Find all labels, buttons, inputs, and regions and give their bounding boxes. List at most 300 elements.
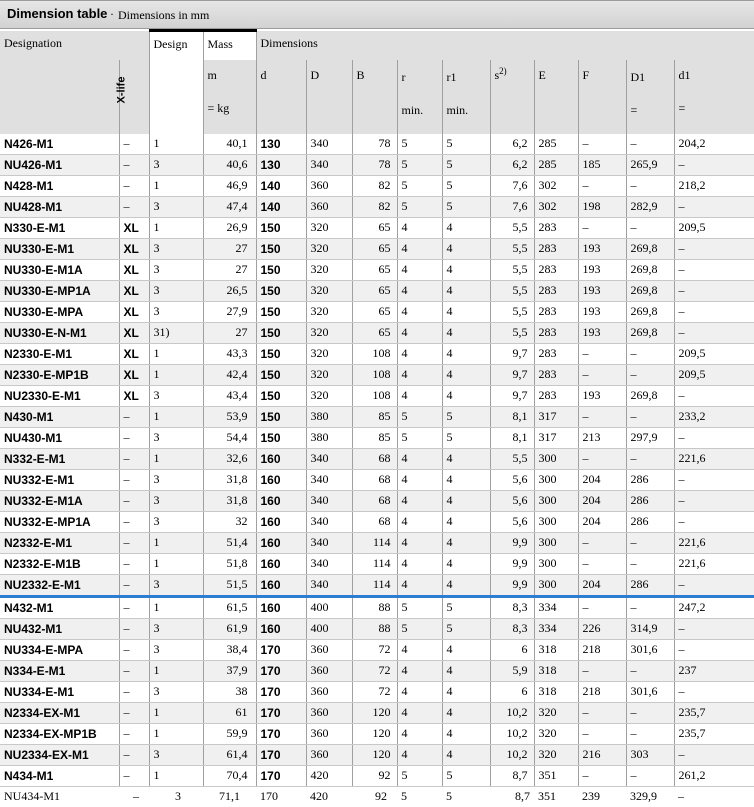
cell-s: 9,7: [490, 343, 534, 364]
table-row: [0, 134, 754, 155]
cell-F: –: [578, 364, 626, 385]
cell-D: 320: [306, 280, 352, 301]
cell-D: 320: [306, 301, 352, 322]
cell-D: 340: [306, 490, 352, 511]
cell-F: –: [578, 532, 626, 553]
cell-xlife: –: [119, 175, 149, 196]
cell-E: 351: [534, 765, 578, 786]
cell-E: 300: [534, 469, 578, 490]
cell-B: 65: [352, 280, 397, 301]
cell-designation: NU432-M1: [0, 618, 119, 639]
cell-D1: –: [626, 596, 674, 618]
cell-designation: NU332-E-MP1A: [0, 511, 119, 532]
cell-F: 216: [578, 744, 626, 765]
cell-D1: –: [626, 343, 674, 364]
cell-d1: 261,2: [674, 765, 754, 786]
dimension-table: [0, 29, 754, 807]
cell-F: 204: [578, 490, 626, 511]
cell-designation: N2334-EX-MP1B: [0, 723, 119, 744]
cell-F: 218: [578, 639, 626, 660]
cell-d: 170: [260, 789, 278, 803]
cell-d1: –: [674, 511, 754, 532]
cell-r1: 4: [442, 217, 490, 238]
table-row: [0, 238, 754, 259]
cell-designation: NU332-E-M1: [0, 469, 119, 490]
cell-design: 3: [149, 469, 203, 490]
table-row: [0, 196, 754, 217]
cell-design: 3: [175, 789, 181, 803]
cell-r: 4: [397, 217, 442, 238]
cell-r1: 5: [442, 406, 490, 427]
header-m: m = kg: [203, 60, 256, 134]
cell-s: 5,5: [490, 301, 534, 322]
cell-xlife: –: [119, 596, 149, 618]
cell-d1: –: [674, 280, 754, 301]
cell-designation: NU2334-EX-M1: [0, 744, 119, 765]
cell-r: 5: [397, 406, 442, 427]
cell-D: 320: [306, 322, 352, 343]
cell-F: –: [578, 343, 626, 364]
cell-designation: NU434-M1: [4, 789, 60, 803]
cell-designation: NU330-E-N-M1: [0, 322, 119, 343]
cell-s: 5,5: [490, 238, 534, 259]
cell-D: 320: [306, 217, 352, 238]
cell-F: 226: [578, 618, 626, 639]
cell-F: 218: [578, 681, 626, 702]
cell-r: 4: [397, 280, 442, 301]
cell-F: 193: [578, 322, 626, 343]
cell-F: –: [578, 175, 626, 196]
cell-B: 82: [352, 196, 397, 217]
cell-mass: 27: [203, 238, 256, 259]
cell-s: 5,5: [490, 217, 534, 238]
cell-xlife: –: [119, 134, 149, 155]
cell-d: 150: [256, 385, 306, 406]
cell-D1: 329,9: [630, 789, 657, 803]
cell-E: 300: [534, 448, 578, 469]
table-row: [0, 532, 754, 553]
cell-s: 5,6: [490, 511, 534, 532]
header-r1: r1 min.: [442, 60, 490, 134]
cell-D1: 269,8: [626, 322, 674, 343]
cell-D1: 286: [626, 469, 674, 490]
cell-designation: N2332-E-M1: [0, 532, 119, 553]
cell-s: 10,2: [490, 744, 534, 765]
cell-d: 170: [256, 660, 306, 681]
cell-mass: 27: [203, 322, 256, 343]
cell-mass: 47,4: [203, 196, 256, 217]
cell-B: 65: [352, 259, 397, 280]
header-F: F: [578, 60, 626, 134]
cell-B: 68: [352, 490, 397, 511]
cell-designation: NU2330-E-M1: [0, 385, 119, 406]
cell-D1: –: [626, 448, 674, 469]
cell-E: 300: [534, 553, 578, 574]
cell-d1: 221,6: [674, 532, 754, 553]
header-D1: D1 =: [626, 60, 674, 134]
cell-D1: 282,9: [626, 196, 674, 217]
cell-d: 170: [256, 744, 306, 765]
cell-mass: 26,5: [203, 280, 256, 301]
cell-mass: 32: [203, 511, 256, 532]
cell-xlife: XL: [119, 280, 149, 301]
cell-F: 204: [578, 469, 626, 490]
cell-r1: 4: [442, 639, 490, 660]
cell-d: 130: [256, 134, 306, 155]
header-d: d: [256, 60, 306, 134]
cell-B: 65: [352, 238, 397, 259]
cell-B: 120: [352, 702, 397, 723]
cell-E: 300: [534, 490, 578, 511]
cell-designation: NU330-E-MPA: [0, 301, 119, 322]
cell-mass: 26,9: [203, 217, 256, 238]
cell-r1: 4: [442, 511, 490, 532]
cell-mass: 53,9: [203, 406, 256, 427]
cell-design: 31): [149, 322, 203, 343]
cell-D: 320: [306, 238, 352, 259]
cell-designation: NU2332-E-M1: [0, 574, 119, 596]
cell-r1: 5: [442, 134, 490, 155]
table-row: [0, 364, 754, 385]
cell-B: 108: [352, 343, 397, 364]
cell-designation: N2334-EX-M1: [0, 702, 119, 723]
cell-d: 150: [256, 406, 306, 427]
header-design: Design: [149, 31, 203, 60]
cell-designation: NU334-E-M1: [0, 681, 119, 702]
cell-r: 4: [397, 301, 442, 322]
cell-r1: 4: [442, 702, 490, 723]
cell-mass: 31,8: [203, 469, 256, 490]
cell-E: 351: [538, 789, 556, 803]
cell-B: 85: [352, 406, 397, 427]
cell-F: 185: [578, 154, 626, 175]
cell-s: 9,9: [490, 553, 534, 574]
cell-D: 360: [306, 175, 352, 196]
cell-D1: –: [626, 134, 674, 155]
cell-design: 1: [149, 175, 203, 196]
cell-F: 213: [578, 427, 626, 448]
cell-s: 6: [490, 639, 534, 660]
cell-d1: –: [674, 469, 754, 490]
cell-r: 5: [397, 596, 442, 618]
cell-D: 400: [306, 596, 352, 618]
cell-d1: –: [674, 259, 754, 280]
cell-r1: 5: [442, 618, 490, 639]
cell-F: 204: [578, 574, 626, 596]
cell-B: 68: [352, 469, 397, 490]
table-row: [0, 280, 754, 301]
cell-D: 420: [310, 789, 328, 803]
cell-xlife: –: [119, 574, 149, 596]
cell-design: 1: [149, 553, 203, 574]
header-r: r min.: [397, 60, 442, 134]
cell-d: 150: [256, 322, 306, 343]
cell-mass: 38: [203, 681, 256, 702]
cell-designation: N334-E-M1: [0, 660, 119, 681]
cell-B: 108: [352, 364, 397, 385]
cell-D1: 269,8: [626, 280, 674, 301]
cell-r: 5: [401, 789, 407, 803]
cell-r: 4: [397, 639, 442, 660]
cell-B: 88: [352, 596, 397, 618]
cell-F: –: [578, 765, 626, 786]
cell-r: 5: [397, 427, 442, 448]
cell-xlife: –: [119, 154, 149, 175]
cell-F: 239: [582, 789, 600, 803]
cell-D1: –: [626, 532, 674, 553]
cell-s: 5,5: [490, 259, 534, 280]
cell-designation: NU330-E-MP1A: [0, 280, 119, 301]
cell-D1: –: [626, 364, 674, 385]
cell-F: 193: [578, 259, 626, 280]
cell-E: 283: [534, 217, 578, 238]
cell-F: –: [578, 702, 626, 723]
cell-designation: N2330-E-MP1B: [0, 364, 119, 385]
cell-mass: 71,1: [219, 789, 240, 803]
cell-D: 400: [306, 618, 352, 639]
cell-d: 170: [256, 765, 306, 786]
cell-s: 5,6: [490, 490, 534, 511]
cell-design: 3: [149, 427, 203, 448]
cell-d1: 235,7: [674, 702, 754, 723]
cell-mass: 61,4: [203, 744, 256, 765]
cell-D: 340: [306, 469, 352, 490]
cell-E: 302: [534, 175, 578, 196]
cell-B: 68: [352, 511, 397, 532]
cell-d: 160: [256, 532, 306, 553]
cell-mass: 31,8: [203, 490, 256, 511]
cell-B: 88: [352, 618, 397, 639]
header-s: $s^{2)}$: [490, 60, 534, 134]
cell-designation: N2332-E-M1B: [0, 553, 119, 574]
cell-d1: 209,5: [674, 217, 754, 238]
header-D: D: [306, 60, 352, 134]
cell-E: 283: [534, 385, 578, 406]
cell-r: 4: [397, 660, 442, 681]
cell-r: 5: [397, 765, 442, 786]
cell-designation: NU430-M1: [0, 427, 119, 448]
cell-E: 283: [534, 322, 578, 343]
cell-design: 1: [149, 217, 203, 238]
cell-r: 4: [397, 364, 442, 385]
cell-designation: N426-M1: [0, 134, 119, 155]
cell-d1: –: [674, 639, 754, 660]
cell-design: 3: [149, 744, 203, 765]
cell-D1: 297,9: [626, 427, 674, 448]
cell-s: 5,5: [490, 448, 534, 469]
table-row: [0, 322, 754, 343]
cell-D: 320: [306, 343, 352, 364]
cell-r1: 5: [442, 765, 490, 786]
cell-r: 5: [397, 196, 442, 217]
cell-s: 6,2: [490, 154, 534, 175]
cell-mass: 32,6: [203, 448, 256, 469]
header-design-blank: [149, 60, 203, 134]
cell-design: 1: [149, 406, 203, 427]
cell-designation: NU330-E-M1A: [0, 259, 119, 280]
cell-mass: 59,9: [203, 723, 256, 744]
cell-D: 380: [306, 427, 352, 448]
cell-F: 204: [578, 511, 626, 532]
cell-r1: 4: [442, 574, 490, 596]
cell-d1: 209,5: [674, 364, 754, 385]
cell-mass: 38,4: [203, 639, 256, 660]
cell-xlife: XL: [119, 364, 149, 385]
cell-design: 1: [149, 134, 203, 155]
cell-xlife: –: [119, 618, 149, 639]
cell-B: 65: [352, 322, 397, 343]
cell-D: 340: [306, 154, 352, 175]
table-row: [0, 574, 754, 596]
cell-s: 8,1: [490, 406, 534, 427]
cell-s: 8,7: [490, 765, 534, 786]
cell-s: 5,6: [490, 469, 534, 490]
cell-D: 320: [306, 385, 352, 406]
cell-xlife: XL: [119, 238, 149, 259]
table-row: [0, 217, 754, 238]
cell-design: 3: [149, 490, 203, 511]
cell-d1: 235,7: [674, 723, 754, 744]
cell-design: 1: [149, 702, 203, 723]
table-row: [0, 490, 754, 511]
cell-s: 6: [490, 681, 534, 702]
cell-E: 320: [534, 744, 578, 765]
table-row: [0, 702, 754, 723]
xlife-label: X-life: [114, 76, 127, 103]
cell-xlife: XL: [119, 259, 149, 280]
cell-s: 7,6: [490, 196, 534, 217]
cell-designation: N2330-E-M1: [0, 343, 119, 364]
table-title-bar: [0, 0, 754, 29]
cell-D1: –: [626, 217, 674, 238]
cell-r1: 5: [442, 175, 490, 196]
cell-F: 193: [578, 385, 626, 406]
cell-d: 150: [256, 427, 306, 448]
cell-E: 283: [534, 343, 578, 364]
cell-d: 130: [256, 154, 306, 175]
table-row: [0, 660, 754, 681]
cell-E: 300: [534, 532, 578, 553]
cell-d: 140: [256, 196, 306, 217]
cell-d1: –: [674, 744, 754, 765]
cell-design: 3: [149, 196, 203, 217]
cell-D1: 314,9: [626, 618, 674, 639]
cell-d: 150: [256, 238, 306, 259]
table-row: [0, 765, 754, 786]
cell-design: 3: [149, 681, 203, 702]
cell-d1: –: [674, 196, 754, 217]
cell-B: 114: [352, 553, 397, 574]
cell-d1: 221,6: [674, 448, 754, 469]
cell-s: 8,1: [490, 427, 534, 448]
cell-r1: 5: [446, 789, 452, 803]
cell-xlife: XL: [119, 322, 149, 343]
cell-d1: –: [674, 154, 754, 175]
cell-design: 3: [149, 385, 203, 406]
cell-d: 170: [256, 681, 306, 702]
cell-E: 320: [534, 723, 578, 744]
cell-D: 420: [306, 765, 352, 786]
cell-s: 8,3: [490, 596, 534, 618]
cell-D: 360: [306, 723, 352, 744]
cell-mass: 61,9: [203, 618, 256, 639]
cell-r1: 4: [442, 490, 490, 511]
cell-d1: –: [674, 322, 754, 343]
cell-F: –: [578, 596, 626, 618]
cell-D: 320: [306, 364, 352, 385]
header-designation: Designation: [0, 31, 149, 60]
cell-xlife: XL: [119, 301, 149, 322]
cell-r: 4: [397, 385, 442, 406]
table-row: [0, 448, 754, 469]
cell-r: 4: [397, 681, 442, 702]
cell-E: 285: [534, 154, 578, 175]
cell-B: 114: [352, 574, 397, 596]
cell-B: 72: [352, 639, 397, 660]
cell-d: 170: [256, 723, 306, 744]
cell-xlife: –: [119, 511, 149, 532]
cell-mass: 37,9: [203, 660, 256, 681]
header-dimensions: Dimensions: [256, 31, 754, 60]
cell-designation: N430-M1: [0, 406, 119, 427]
cell-B: 120: [352, 744, 397, 765]
cell-design: 1: [149, 532, 203, 553]
cell-xlife: –: [119, 553, 149, 574]
cell-D: 360: [306, 702, 352, 723]
cell-r1: 5: [442, 154, 490, 175]
cell-E: 300: [534, 574, 578, 596]
cell-d: 160: [256, 618, 306, 639]
cell-B: 68: [352, 448, 397, 469]
cell-r: 4: [397, 343, 442, 364]
cell-D1: 286: [626, 574, 674, 596]
cell-D1: 301,6: [626, 681, 674, 702]
cell-r: 5: [397, 134, 442, 155]
cell-xlife: –: [119, 196, 149, 217]
cell-xlife: –: [119, 469, 149, 490]
cell-design: 1: [149, 660, 203, 681]
cell-B: 65: [352, 217, 397, 238]
cell-D: 340: [306, 134, 352, 155]
cell-designation: N432-M1: [0, 596, 119, 618]
cell-xlife: –: [119, 448, 149, 469]
cell-designation: NU428-M1: [0, 196, 119, 217]
cell-d1: –: [674, 385, 754, 406]
cell-F: –: [578, 406, 626, 427]
cell-D1: –: [626, 553, 674, 574]
cell-xlife: –: [119, 406, 149, 427]
cell-s: 10,2: [490, 723, 534, 744]
table-row: [0, 744, 754, 765]
cell-r1: 4: [442, 681, 490, 702]
cell-design: 3: [149, 511, 203, 532]
cell-d1: –: [674, 574, 754, 596]
cell-design: 3: [149, 618, 203, 639]
cell-design: 3: [149, 154, 203, 175]
cell-d: 150: [256, 217, 306, 238]
cell-E: 318: [534, 639, 578, 660]
cell-B: 82: [352, 175, 397, 196]
cell-B: 120: [352, 723, 397, 744]
cell-r1: 4: [442, 469, 490, 490]
cell-s: 9,7: [490, 385, 534, 406]
cell-E: 320: [534, 702, 578, 723]
cell-d: 150: [256, 259, 306, 280]
cell-D: 340: [306, 448, 352, 469]
table-row: [0, 553, 754, 574]
cell-design: 3: [149, 280, 203, 301]
cell-d: 160: [256, 469, 306, 490]
